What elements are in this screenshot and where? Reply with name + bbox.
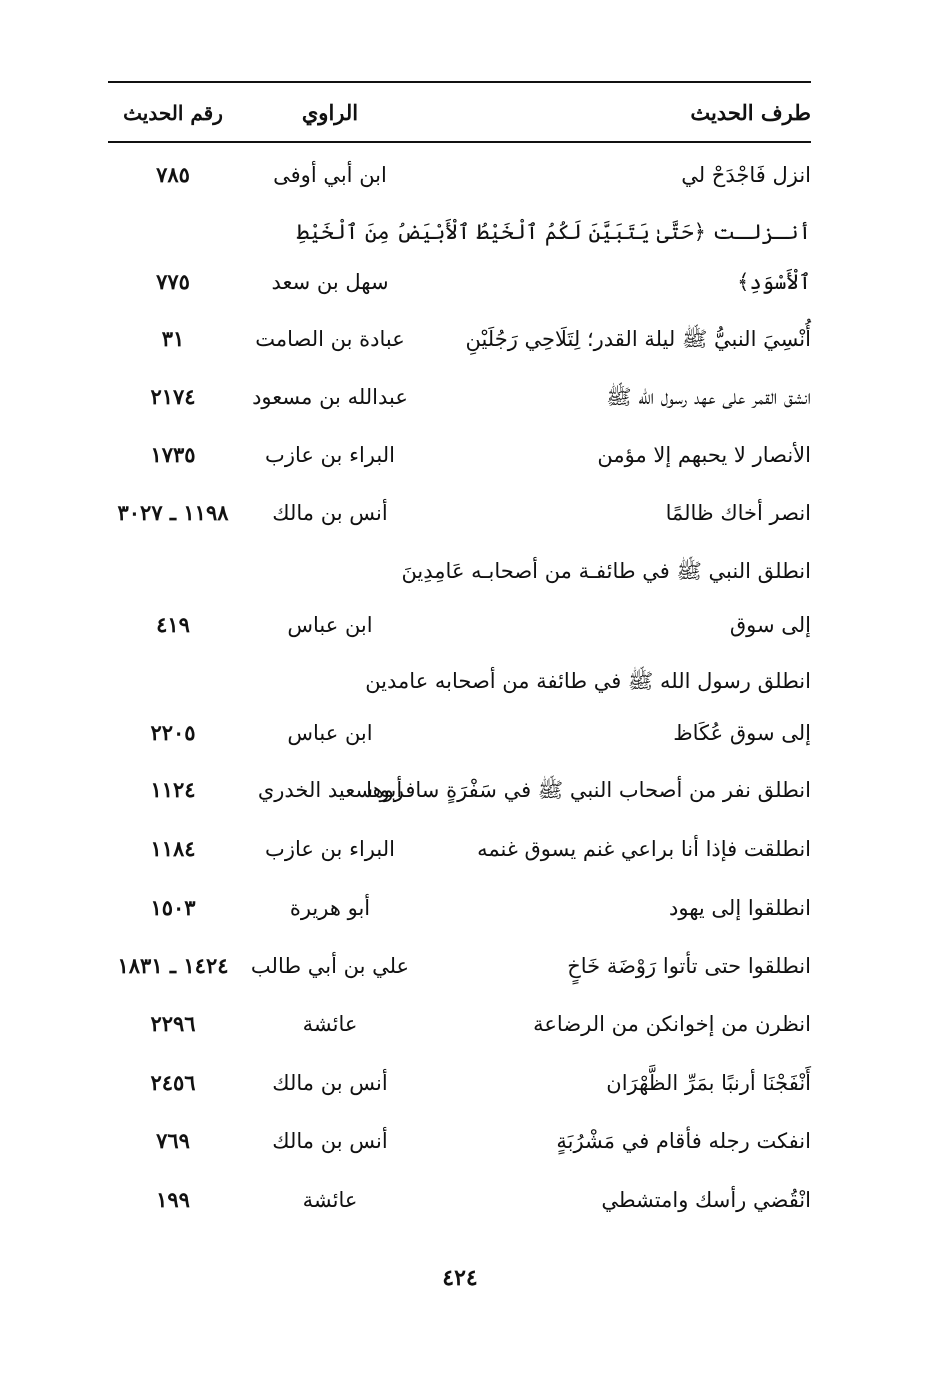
- row-narrator: أنس بن مالك: [272, 501, 388, 525]
- row-number: ١١٨٤: [150, 836, 196, 861]
- row-text: انزل فَاجْدَحْ لي: [681, 163, 811, 187]
- row-text: ٱلْأَسْوَدِ﴾: [737, 270, 811, 294]
- page-number: ٤٢٤: [442, 1265, 478, 1291]
- row-narrator: البراء بن عازب: [265, 443, 395, 467]
- row-number: ٣١: [161, 326, 185, 351]
- row-narrator: علي بن أبي طالب: [250, 954, 410, 978]
- row-narrator: أبو هريرة: [289, 896, 371, 920]
- row-number: ٢٢٠٥: [150, 720, 196, 745]
- row-number: ١٥٠٣: [150, 895, 196, 920]
- row-narrator: عبدالله بن مسعود: [252, 385, 408, 409]
- row-narrator: عبادة بن الصامت: [255, 327, 405, 351]
- row-narrator: البراء بن عازب: [265, 837, 395, 861]
- header-hadith-number: رقم الحديث: [123, 101, 223, 125]
- row-text: إلى سوق عُكَاظ: [673, 721, 811, 745]
- row-text: الأنصار لا يحبهم إلا مؤمن: [597, 443, 811, 467]
- row-text: انْقُضي رأسك وامتشطي: [601, 1188, 811, 1212]
- row-narrator: ابن عباس: [287, 721, 373, 745]
- row-text: انطلق نفر من أصحاب النبي ﷺ في سَفْرَةٍ سافروها: [366, 778, 811, 802]
- row-text: أَنْفَجْنَا أرنبًا بمَرِّ الظَّهْرَان: [606, 1071, 811, 1095]
- row-narrator: عائشة: [302, 1188, 358, 1212]
- row-number: ٢٢٩٦: [150, 1011, 196, 1036]
- row-text: إلى سوق: [729, 613, 811, 637]
- row-text: أنـزلـت ﴿حَتَّىٰ يَتَبَيَّنَ لَكُمُ ٱلْخَيْطُ ٱلْأَبْيَضُ مِنَ ٱلْخَيْطِ: [296, 220, 811, 244]
- row-text: انطلق النبي ﷺ في طائفـة من أصحابـه عَامِدِينَ: [401, 559, 811, 583]
- row-text: انفكت رجله فأقام في مَشْرُبَةٍ: [556, 1129, 811, 1153]
- row-number: ١١٢٤: [150, 777, 196, 802]
- row-text: انطلقت فإذا أنا براعي غنم يسوق غنمه: [477, 837, 811, 861]
- row-number: ٧٧٥: [156, 269, 190, 294]
- row-text: أُنْسِيَ النبيُّ ﷺ ليلة القدر؛ لِتَلَاحِي رَجُلَيْنِ: [465, 327, 811, 351]
- row-text: انطلق رسول الله ﷺ في طائفة من أصحابه عامدين: [365, 669, 811, 693]
- row-narrator: أنس بن مالك: [272, 1071, 388, 1095]
- row-narrator: أنس بن مالك: [272, 1129, 388, 1153]
- row-number: ٢١٧٤: [150, 384, 196, 409]
- row-text: انطلقوا إلى يهود: [669, 896, 811, 920]
- row-text: انصر أخاك ظالمًا: [665, 501, 811, 525]
- row-text: انشق القمر على عهد رسول الله ﷺ: [606, 385, 811, 409]
- row-number: ١٤٢٤ ـ ١٨٣١: [117, 953, 229, 978]
- row-number: ١٧٣٥: [150, 442, 196, 467]
- row-narrator: عائشة: [302, 1012, 358, 1036]
- row-number: ٢٤٥٦: [150, 1070, 196, 1095]
- header-rule: [108, 141, 811, 143]
- row-number: ١٩٩: [156, 1187, 190, 1212]
- row-narrator: ابن أبي أوفى: [273, 163, 387, 187]
- top-rule: [108, 81, 811, 83]
- row-number: ٧٨٥: [156, 162, 190, 187]
- row-number: ١١٩٨ ـ ٣٠٢٧: [117, 500, 229, 525]
- row-number: ٤١٩: [156, 612, 190, 637]
- row-text: انطلقوا حتى تأتوا رَوْضَة خَاخٍ: [567, 954, 811, 978]
- row-text: انظرن من إخوانكن من الرضاعة: [533, 1012, 811, 1036]
- row-narrator: سهل بن سعد: [271, 270, 389, 294]
- row-narrator: ابن عباس: [287, 613, 373, 637]
- row-narrator: أبو سعيد الخدري: [257, 778, 403, 802]
- row-number: ٧٦٩: [156, 1128, 190, 1153]
- header-hadith-text: طرف الحديث: [690, 100, 811, 125]
- header-narrator: الراوي: [301, 100, 359, 125]
